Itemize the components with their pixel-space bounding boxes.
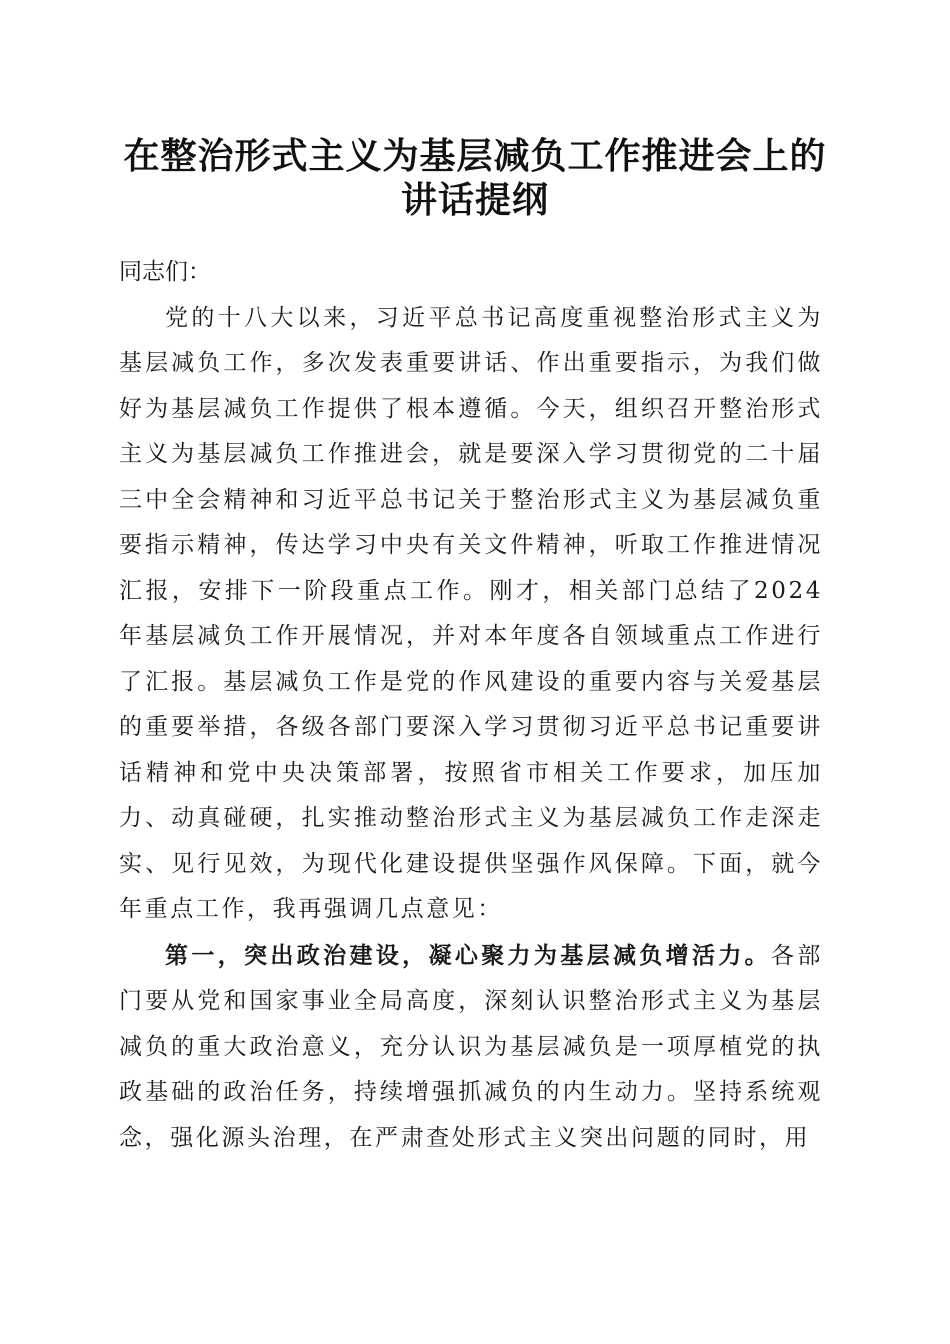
salutation: 同志们： <box>119 259 211 285</box>
document-body <box>119 250 823 1161</box>
paragraph-first-point-heading: 第一，突出政治建设，凝心聚力为基层减负增活力。 <box>165 941 772 969</box>
paragraph-first-point <box>119 933 823 1162</box>
paragraph-intro: 党的十八大以来，习近平总书记高度重视整治形式主义为基层减负工作，多次发表重要讲话、作出重要指示，为我们做好为基层减负工作提供了根本遵循。今天，组织召开整治形式主义为基层减负工作推进会，就是要深入学习贯彻党的二十届三中全会精神和习近平总书记关于整治形式主义为基层减负重要指示精神，传达学习中央有关文件精神，听取工作推进情况汇报，安排下一阶段重点工作。刚才，相关部门总结了2024年基层减负工作开展情况，并对本年度各自领域重点工作进行了汇报。基层减负工作是党的作风建设的重要内容与关爱基层的重要举措，各级各部门要深入学习贯彻习近平总书记重要讲话精神和党中央决策部署，按照省市相关工作要求，加压加力、动真碰硬，扎实推动整治形式主义为基层减负工作走深走实、见行见效，为现代化建设提供坚强作风保障。下面，就今年重点工作，我再强调几点意见： <box>119 304 823 922</box>
document-title: 在整治形式主义为基层减负工作推进会上的讲话提纲 <box>123 135 827 221</box>
paragraph-first-point-text: 各部门要从党和国家事业全局高度，深刻认识整治形式主义为基层减负的重大政治意义，充分认识为基层减负是一项厚植党的执政基础的政治任务，持续增强抓减负的内生动力。坚持系统观念，强化源头治理，在严肃查处形式主义突出问题的同时，用 <box>119 942 823 1151</box>
